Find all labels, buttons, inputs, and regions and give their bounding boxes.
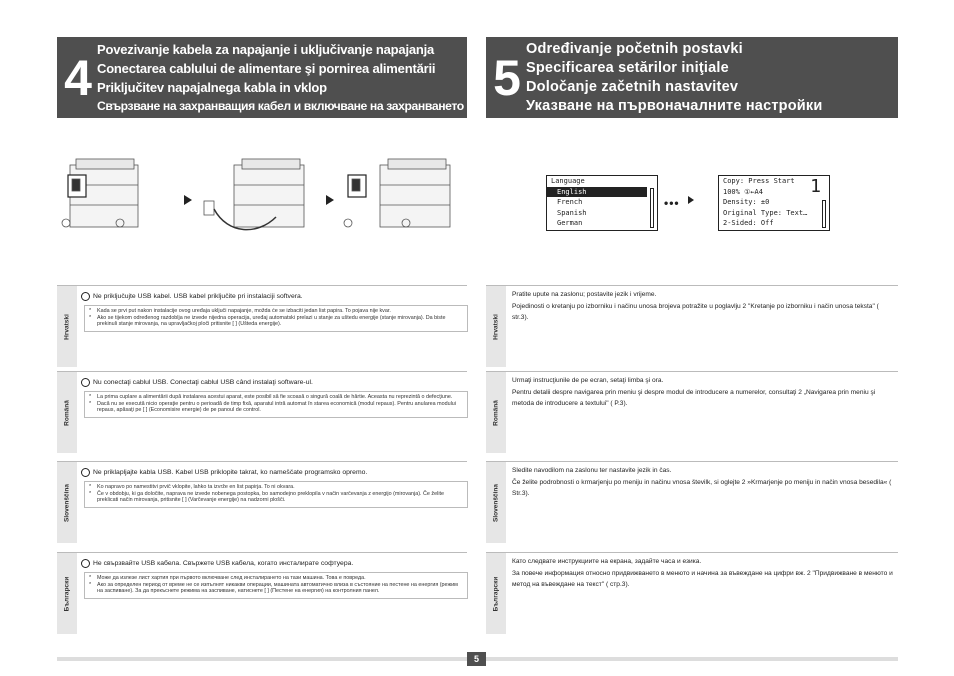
warning-icon: [81, 378, 90, 387]
reference-text: Pentru detalii despre navigarea prin meniu şi despre modul de introducere a numerelor, consultaţi 2 „Navigarea prin meniu şi metoda de introducere a textului" ( P.3).: [512, 389, 876, 407]
lcd-copy-line: Copy: Press Start: [723, 177, 795, 185]
language-label: Hrvatski: [492, 313, 500, 340]
note-text: Ko napravo po namestitvi prvič vklopite, lahko ta izvrže en list papirja. To ni okvara.: [97, 484, 295, 490]
language-label: Slovenščina: [63, 483, 71, 522]
step5-number: 5: [493, 49, 521, 106]
warning-icon: [81, 559, 90, 568]
left-section-bg: [57, 552, 467, 634]
note-text: Če v obdobju, ki ga določite, naprava ne izvede nobenega postopka, bo samodejno preklopila v način varčevanja z energijo (mirovanja). Če želite preklicati način mirovanja, pritisnite [ ] (Varčevanje energije) na nadzorni plošči.: [97, 490, 445, 504]
ellipsis-dots: •••: [664, 196, 680, 210]
lcd-language-item: English: [547, 187, 647, 198]
lcd-copy-counter: 1: [810, 176, 821, 197]
note-text: Kada se prvi put nakon instalacije ovog uređaja uključi napajanje, možda će se izbaciti jedan list papira. To pojava nije kvar.: [97, 308, 391, 314]
note-box: * Kada se prvi put nakon instalacije ovog uređaja uključi napajanje, možda će se izbaciti jedan list papira. To pojava nije kvar. * Ako se tijekom određenog razdoblja ne izvede nijedna operacija, uređaj automatski prelazi u stanje za uštedu energije (stanje mirovanja). Da biste prekinuli stanje mirovanja, na upravljačkoj ploči pritisnite [ ] (Ušteda energije).: [84, 305, 468, 332]
step4-number: 4: [64, 49, 92, 106]
note-box: * Ko napravo po namestitvi prvič vklopite, lahko ta izvrže en list papirja. To ni okvara. * Če v obdobju, ki ga določite, naprava ne izvede nobenega postopka, bo samodejno preklopila v način varčevanja z energijo (mirovanja). Če želite preklicati način mirovanja, pritisnite [ ] (Varčevanje energije) na nadzorni plošči.: [84, 481, 468, 508]
step4-title-hr: Povezivanje kabela za napajanje i uključivanje napajanja: [97, 41, 435, 57]
reference-text: Če želite podrobnosti o krmarjenju po meniju in načinu vnosa številk, si oglejte 2 »Krmarjenje po meniju in način vnosa besedila« ( Str.3).: [512, 479, 892, 497]
instruction-text: Sledite navodilom na zaslonu ter nastavite jezik in čas.: [512, 467, 672, 474]
note-box: * Може да излезе лист хартия при първото включване след инсталирането на тази машина. Това е повреда. * Ако за определен период от време не се изпълнят никакви операции, машината автоматично влиза в състояние на пестене на енергия (режим на заспиване). За да прекъснете режима на заспиване, натиснете [ ] (Пестене на енергия) на контролния панел.: [84, 572, 468, 599]
note-text: Може да излезе лист хартия при първото включване след инсталирането на тази машина. Това е повреда.: [97, 575, 366, 581]
right-section-hr: [486, 285, 898, 367]
lcd-illustration: [540, 172, 840, 234]
right-section-bg: [486, 552, 898, 634]
language-label: Română: [492, 399, 500, 426]
instruction-text: Pratite upute na zaslonu; postavite jezik i vrijeme.: [512, 291, 657, 298]
reference-text: За повече информация относно придвижването в менюто и начина за въвеждане на цифри вж. 2 "Придвижване в менюто и метод на въвеждане на текст" ( стр.3).: [512, 570, 893, 588]
reference-text: Pojedinosti o kretanju po izborniku i načinu unosa brojeva potražite u poglavlju 2 "Kretanje po izborniku i način unosa teksta" ( str.3).: [512, 303, 879, 321]
language-label: Български: [63, 576, 71, 611]
power-connection-illustration: [58, 155, 468, 245]
note-text: Ako se tijekom određenog razdoblja ne izvede nijedna operacija, uređaj automatski prelazi u stanje za uštedu energije (stanje mirovanja). Da biste prekinuli stanje mirovanja, na upravljačkoj ploči pritisnite [ ] (Ušteda energije).: [97, 314, 446, 328]
printer-back-image-1: [62, 159, 138, 227]
lcd-copy-line: 100% ①←A4: [723, 187, 763, 196]
lcd-language-screen: [546, 175, 658, 231]
step4-title-ro: Conectarea cablului de alimentare şi pornirea alimentării: [97, 60, 436, 76]
arrow-icon: [688, 196, 694, 204]
lcd-scrollbar: [822, 200, 826, 228]
left-section-sl: [57, 461, 467, 543]
lcd-copy-line: Density: ±0: [723, 198, 770, 207]
usb-warning: Nu conectaţi cablul USB. Conectaţi cablul USB când instalaţi software-ul.: [93, 379, 313, 386]
step5-titles: [524, 37, 822, 118]
lcd-copy-screen: [718, 175, 830, 231]
left-section-ro: [57, 371, 467, 453]
lcd-language-item: French: [557, 198, 583, 207]
note-text: La prima cuplare a alimentării după instalarea acestui aparat, este posibil să fie scoasă o singură coală de hârtie. Aceasta nu reprezintă o defecţiune.: [97, 394, 453, 400]
lcd-language-title: Language: [551, 177, 585, 185]
right-section-ro: [486, 371, 898, 453]
lcd-copy-line: Original Type: Text…: [723, 208, 808, 217]
left-section-hr: [57, 285, 467, 367]
lcd-language-item: German: [557, 219, 583, 228]
warning-icon: [81, 292, 90, 301]
arrow-icon: [326, 195, 334, 205]
step4-title-bg: Свързване на захранващия кабел и включване на захранването: [97, 98, 464, 113]
lcd-scrollbar: [650, 188, 654, 228]
language-label: Hrvatski: [63, 313, 71, 340]
step5-title-hr: Određivanje početnih postavki: [526, 40, 743, 57]
usb-warning: Ne priklapljajte kabla USB. Kabel USB priklopite takrat, ko nameščate programsko opremo.: [93, 469, 368, 476]
usb-warning: Не свързвайте USB кабела. Свържете USB кабела, когато инсталирате софтуера.: [93, 560, 354, 567]
arrow-icon: [184, 195, 192, 205]
power-cord-image: [204, 159, 304, 230]
step4-header: [57, 37, 467, 118]
language-label: Slovenščina: [492, 483, 500, 522]
step5-title-ro: Specificarea setărilor iniţiale: [526, 59, 729, 76]
instruction-text: Urmaţi instrucţiunile de pe ecran, setaţi limba şi ora.: [512, 377, 664, 384]
printer-back-image-2: [344, 159, 450, 227]
note-box: * La prima cuplare a alimentării după instalarea acestui aparat, este posibil să fie scoasă o singură coală de hârtie. Aceasta nu reprezintă o defecţiune. * Dacă nu se execută nicio operaţie pentru o perioadă de timp fixă, aparatul intră automat în starea economică (modul repaus). Pentru anularea modului repaus, apăsaţi pe [ ] (Economisire energie) de pe panoul de control.: [84, 391, 468, 418]
language-label: Română: [63, 399, 71, 426]
step4-titles: [95, 37, 464, 118]
step4-title-sl: Priključitev napajalnega kabla in vklop: [97, 79, 327, 95]
step5-title-sl: Določanje začetnih nastavitev: [526, 78, 739, 95]
note-text: Ако за определен период от време не се изпълнят никакви операции, машината автоматично влиза в състояние на пестене на енергия (режим на заспиване). За да прекъснете режима на заспиване, натиснете [ ] (Пестене на енергия) на контролния панел.: [97, 581, 458, 595]
lcd-copy-line: 2-Sided: Off: [723, 219, 774, 228]
instruction-text: Като следвате инструкциите на екрана, задайте часа и езика.: [512, 558, 702, 565]
language-label: Български: [492, 576, 500, 611]
warning-icon: [81, 468, 90, 477]
lcd-language-item: Spanish: [557, 208, 587, 217]
usb-warning: Ne priključujte USB kabel. USB kabel priključite pri instalaciji softvera.: [93, 293, 303, 300]
step5-header: [486, 37, 898, 118]
note-text: Dacă nu se execută nicio operaţie pentru o perioadă de timp fixă, aparatul intră automat în starea economică (modul repaus). Pentru anularea modului repaus, apăsaţi pe [ ] (Economisire energie) de pe panoul de control.: [97, 400, 456, 414]
page-number: 5: [467, 652, 486, 666]
step5-title-bg: Указване на първоначалните настройки: [526, 97, 823, 114]
right-section-sl: [486, 461, 898, 543]
